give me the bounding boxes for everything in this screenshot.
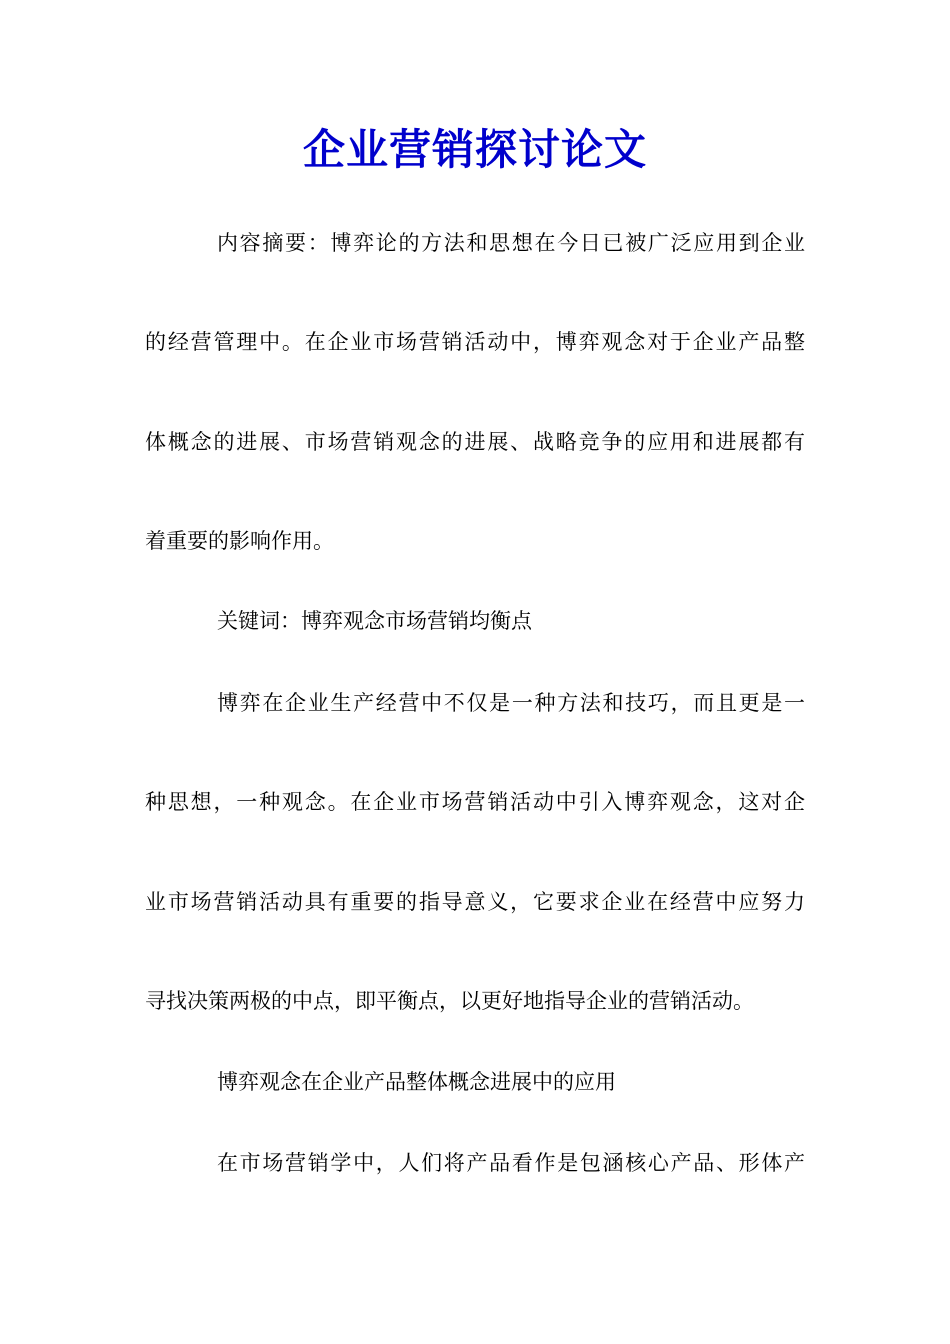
- abstract-line-1: 内容摘要：博弈论的方法和思想在今日已被广泛应用到企业: [217, 231, 805, 255]
- document-title: 企业营销探讨论文: [302, 125, 647, 174]
- keywords-line: 关键词：博弈观念市场营销均衡点: [217, 609, 532, 633]
- paragraph-1-line-3: 业市场营销活动具有重要的指导意义，它要求企业在经营中应努力: [145, 890, 805, 914]
- paragraph-2-line-1: 在市场营销学中，人们将产品看作是包涵核心产品、形体产: [217, 1151, 805, 1175]
- paragraph-1-line-1: 博弈在企业生产经营中不仅是一种方法和技巧，而且更是一: [217, 691, 805, 715]
- abstract-line-2: 的经营管理中。在企业市场营销活动中，博弈观念对于企业产品整: [145, 330, 805, 354]
- section-heading: 博弈观念在企业产品整体概念进展中的应用: [217, 1070, 616, 1094]
- paragraph-1-line-2: 种思想，一种观念。在企业市场营销活动中引入博弈观念，这对企: [145, 790, 805, 814]
- paragraph-1-line-4: 寻找决策两极的中点，即平衡点，以更好地指导企业的营销活动。: [145, 989, 754, 1013]
- abstract-line-4: 着重要的影响作用。: [145, 529, 334, 553]
- abstract-line-3: 体概念的进展、市场营销观念的进展、战略竞争的应用和进展都有: [145, 430, 805, 454]
